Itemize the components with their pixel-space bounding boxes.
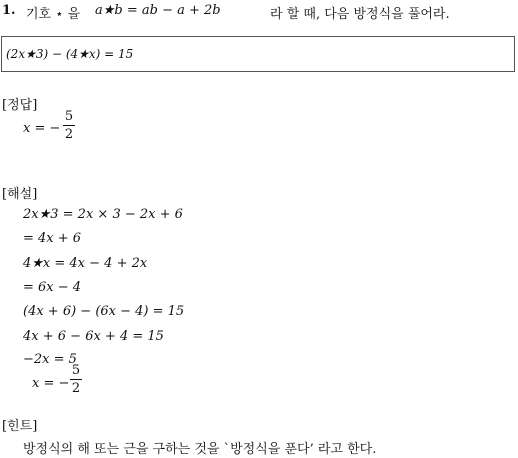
fraction-bar: [63, 125, 75, 126]
explanation-line: = 6x − 4: [23, 280, 82, 295]
operation-definition: a★b = ab − a + 2b: [95, 3, 221, 18]
final-numerator: 5: [71, 363, 81, 378]
final-denominator: 2: [71, 381, 81, 396]
explanation-line: 4★x = 4x − 4 + 2x: [23, 256, 148, 271]
answer-heading: [정답]: [2, 98, 38, 113]
problem-instruction: 라 할 때, 다음 방정식을 풀어라.: [270, 7, 450, 22]
fraction-bar: [70, 379, 82, 380]
explanation-heading: [해설]: [2, 187, 38, 202]
answer-lhs: x = −: [23, 121, 61, 136]
hint-text: 방정식의 해 또는 근을 구하는 것을 `방정식을 푼다’ 라고 한다.: [23, 442, 377, 457]
problem-number: 1.: [2, 3, 16, 18]
explanation-line: 2x★3 = 2x × 3 − 2x + 6: [23, 207, 183, 222]
hint-heading: [힌트]: [2, 419, 38, 434]
explanation-line: = 4x + 6: [23, 231, 82, 246]
explanation-line: 4x + 6 − 6x + 4 = 15: [23, 329, 164, 344]
explanation-line: (4x + 6) − (6x − 4) = 15: [23, 304, 185, 319]
answer-numerator: 5: [64, 109, 74, 124]
answer-denominator: 2: [64, 127, 74, 142]
explanation-line: −2x = 5: [23, 352, 77, 367]
equation: (2x★3) − (4★x) = 15: [6, 47, 134, 61]
answer-fraction: [63, 109, 75, 142]
final-lhs: x = −: [32, 376, 70, 391]
final-fraction: [70, 363, 82, 396]
problem-prefix: 기호 ⋆ 을: [26, 7, 81, 22]
